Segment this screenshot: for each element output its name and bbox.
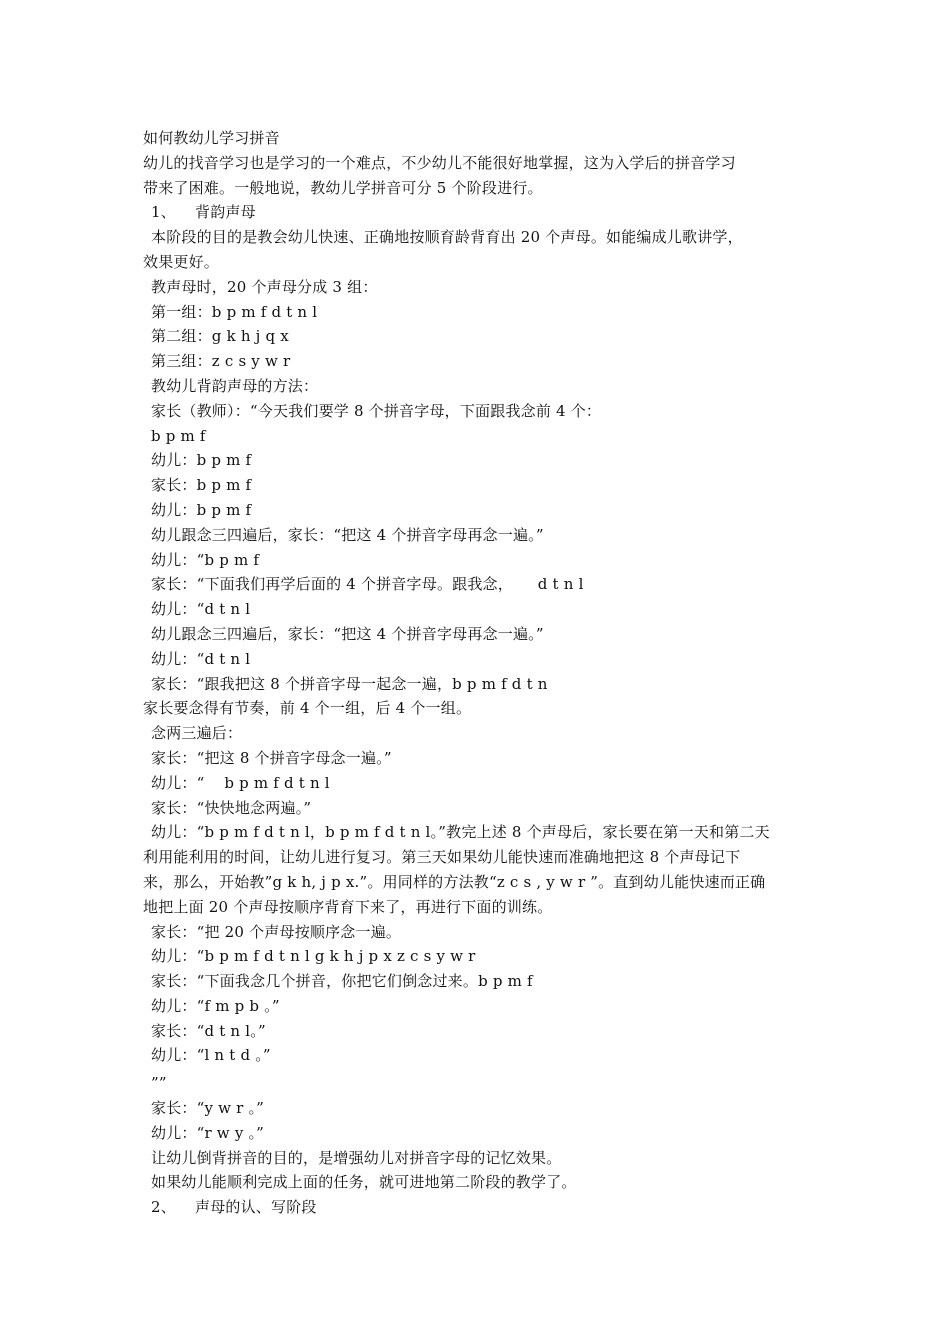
body-line: 幼儿：“ b p m f d t n l [151,773,330,792]
body-line: 第三组：z c s y w r [151,352,291,371]
body-line: b p m f [151,426,206,445]
body-line: 幼儿：“b p m f d t n l g k h j p x z c s y w r [151,947,476,966]
body-line: 幼儿：“l n t d 。” [151,1046,271,1065]
body-line: 幼儿：b p m f [151,451,252,470]
body-line: 家长：“跟我把这 8 个拼音字母一起念一遍，b p m f d t n [151,674,548,693]
body-line: 幼儿：“b p m f d t n l，b p m f d t n l。”教完上述 8 个声母后，家长要在第一天和第二天 [151,823,770,842]
body-line: 家长：“y w r 。” [151,1099,265,1118]
body-line: 家长：“把 20 个声母按顺序念一遍。 [151,922,402,941]
body-line: 家长：b p m f [151,476,252,495]
body-line: 家长：“快快地念两遍。” [151,798,312,817]
body-line: 如果幼儿能顺利完成上面的任务，就可进地第二阶段的教学了。 [151,1173,577,1192]
body-line: 家长：“d t n l。” [151,1021,266,1040]
body-line: 幼儿：“d t n l [151,600,251,619]
body-line: 幼儿：“b p m f [151,550,260,569]
body-line: 家长（教师）：“今天我们要学 8 个拼音字母，下面跟我念前 4 个： [151,401,602,420]
section-number: 1、 [151,203,176,222]
section-heading-2 [143,1195,823,1220]
body-line: 家长：“把这 8 个拼音字母念一遍。” [151,748,392,767]
document-page [143,126,823,1220]
body-line: 第二组：g k h j q x [151,327,289,346]
body-line: 让幼儿倒背拼音的目的，是增强幼儿对拼音字母的记忆效果。 [151,1148,562,1167]
body-line: 幼儿：b p m f [151,500,252,519]
document-title: 如何教幼儿学习拼音 [143,129,280,147]
section-title: 声母的认、写阶段 [195,1198,317,1217]
body-line: 家长：“下面我们再学后面的 4 个拼音字母。跟我念， d t n l [151,575,584,594]
section-heading-1 [143,200,823,225]
body-line: 本阶段的目的是教会幼儿快速、正确地按顺育龄背育出 20 个声母。如能编成儿歌讲学， [151,228,743,247]
body-line: 教声母时，20 个声母分成 3 组： [151,277,378,296]
body-line: 来，那么，开始教”g k h, j p x.”。用同样的方法教“z c s , y w r ”。直到幼儿能快速而正确 [143,872,766,891]
body-line: 幼儿：“r w y 。” [151,1123,265,1142]
section-number: 2、 [151,1198,176,1217]
body-line: 家长要念得有节奏，前 4 个一组，后 4 个一组。 [143,699,472,718]
body-line: 教幼儿背韵声母的方法： [151,376,319,395]
body-line: 第一组：b p m f d t n l [151,302,318,321]
body-line: 家长：“下面我念几个拼音，你把它们倒念过来。b p m f [151,972,533,991]
body-line: 幼儿跟念三四遍后，家长：“把这 4 个拼音字母再念一遍。” [151,624,544,643]
section-title: 背韵声母 [195,203,256,222]
body-line: ”” [151,1074,167,1093]
body-line: 效果更好。 [143,252,220,271]
body-line: 念两三遍后： [151,724,243,743]
body-line: 地把上面 20 个声母按顺序背育下来了，再进行下面的训练。 [143,897,553,916]
body-line: 幼儿：“f m p b 。” [151,996,280,1015]
intro-line: 幼儿的找音学习也是学习的一个难点，不少幼儿不能很好地掌握，这为入学后的拼音学习 [143,153,736,172]
body-line: 幼儿：“d t n l [151,649,251,668]
intro-line: 带来了困难。一般地说，教幼儿学拼音可分 5 个阶段进行。 [143,178,543,197]
body-line: 利用能利用的时间，让幼儿进行复习。第三天如果幼儿能快速而准确地把这 8 个声母记下 [143,848,741,867]
body-line: 幼儿跟念三四遍后，家长：“把这 4 个拼音字母再念一遍。” [151,525,544,544]
